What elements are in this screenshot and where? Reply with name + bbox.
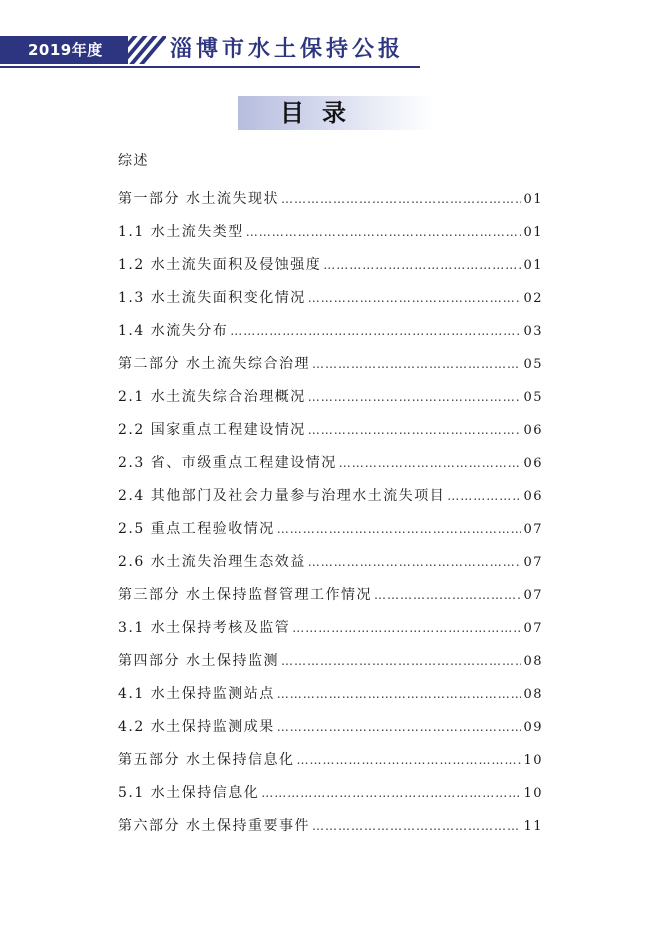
toc-leader-dots: [246, 221, 522, 243]
toc-entry[interactable]: [118, 551, 543, 573]
toc-entry[interactable]: [118, 221, 543, 243]
toc-leader-dots: [281, 650, 522, 672]
toc-entry-label: 第二部分 水土流失综合治理: [118, 356, 310, 372]
toc-intro[interactable]: [118, 150, 543, 172]
toc-entry-label: 2.3 省、市级重点工程建设情况: [118, 455, 337, 471]
header-divider: [0, 66, 420, 68]
toc-entry-label: 第六部分 水土保持重要事件: [118, 818, 310, 834]
toc-entry-page: 07: [523, 588, 543, 603]
toc-leader-dots: [308, 419, 522, 441]
toc-leader-dots: [261, 782, 521, 804]
toc-leader-dots: [308, 551, 522, 573]
toc-entry-page: 01: [523, 258, 543, 273]
toc-entry[interactable]: [118, 353, 543, 375]
toc-leader-dots: [312, 815, 522, 837]
toc-entry[interactable]: [118, 287, 543, 309]
toc-entry-page: 08: [523, 654, 543, 669]
page-header: [0, 32, 662, 72]
toc-leader-dots: [277, 518, 522, 540]
toc-entry-page: 01: [523, 192, 543, 207]
toc-entry[interactable]: [118, 683, 543, 705]
toc-leader-dots: [374, 584, 522, 606]
toc-leader-dots: [230, 320, 521, 342]
toc-entry-page: 08: [523, 687, 543, 702]
report-title: 淄博市水土保持公报: [170, 37, 405, 62]
toc-entry-page: 10: [523, 753, 543, 768]
toc-entry-page: 11: [523, 819, 543, 834]
toc-entry-label: 第三部分 水土保持监督管理工作情况: [118, 587, 372, 603]
toc-entry[interactable]: [118, 749, 543, 771]
toc-entry-label: 第五部分 水土保持信息化: [118, 752, 295, 768]
toc-leader-dots: [281, 188, 522, 210]
toc-entry-label: 1.2 水土流失面积及侵蚀强度: [118, 257, 322, 273]
toc-entry-page: 09: [523, 720, 543, 735]
toc-leader-dots: [308, 287, 522, 309]
toc-entry-label: 4.2 水土保持监测成果: [118, 719, 275, 735]
toc-entry-label: 2.2 国家重点工程建设情况: [118, 422, 306, 438]
toc-entry-page: 07: [523, 555, 543, 570]
toc-entry[interactable]: [118, 716, 543, 738]
toc-entry-page: 07: [523, 522, 543, 537]
toc-entry[interactable]: [118, 320, 543, 342]
toc-entry[interactable]: [118, 485, 543, 507]
toc-entry-page: 10: [523, 786, 543, 801]
toc-leader-dots: [447, 485, 521, 507]
toc-entry-page: 01: [523, 225, 543, 240]
toc-entry-page: 06: [523, 456, 543, 471]
toc-entry-page: 05: [523, 357, 543, 372]
toc-entry-page: 05: [523, 390, 543, 405]
toc-entry[interactable]: [118, 452, 543, 474]
toc-entry[interactable]: [118, 518, 543, 540]
toc-leader-dots: [296, 749, 521, 771]
toc-entry-label: 第四部分 水土保持监测: [118, 653, 279, 669]
toc-entry-page: 03: [523, 324, 543, 339]
toc-title: 目录: [280, 98, 364, 127]
toc-entry-label: 2.5 重点工程验收情况: [118, 521, 275, 537]
toc-entry-label: 综述: [118, 153, 149, 169]
toc-leader-dots: [277, 683, 522, 705]
toc-entry-page: 07: [523, 621, 543, 636]
toc-entry-label: 2.4 其他部门及社会力量参与治理水土流失项目: [118, 488, 446, 504]
toc-entry-label: 1.4 水流失分布: [118, 323, 229, 339]
toc-leader-dots: [339, 452, 522, 474]
toc-entry[interactable]: [118, 815, 543, 837]
toc-entry[interactable]: [118, 617, 543, 639]
toc-entry-label: 2.1 水土流失综合治理概况: [118, 389, 306, 405]
toc-entry[interactable]: [118, 188, 543, 210]
toc-entry[interactable]: [118, 584, 543, 606]
toc-entry[interactable]: [118, 386, 543, 408]
toc-entry-label: 4.1 水土保持监测站点: [118, 686, 275, 702]
toc-leader-dots: [312, 353, 522, 375]
toc-entry[interactable]: [118, 419, 543, 441]
toc-entry-label: 1.3 水土流失面积变化情况: [118, 290, 306, 306]
toc-entry-page: 02: [523, 291, 543, 306]
toc-entry-label: 2.6 水土流失治理生态效益: [118, 554, 306, 570]
toc-leader-dots: [308, 386, 522, 408]
header-stripes-decoration: [108, 36, 166, 64]
toc-entry[interactable]: [118, 254, 543, 276]
toc-leader-dots: [292, 617, 521, 639]
toc-leader-dots: [323, 254, 521, 276]
toc-entry-label: 5.1 水土保持信息化: [118, 785, 260, 801]
toc-leader-dots: [277, 716, 522, 738]
toc-entry-label: 3.1 水土保持考核及监管: [118, 620, 291, 636]
year-badge: 2019年度: [0, 36, 128, 64]
toc-entry[interactable]: [118, 650, 543, 672]
toc-entry-label: 1.1 水土流失类型: [118, 224, 244, 240]
toc-entry-label: 第一部分 水土流失现状: [118, 191, 279, 207]
toc-entry-page: 06: [523, 423, 543, 438]
toc-entry-page: 06: [523, 489, 543, 504]
toc-entry[interactable]: [118, 782, 543, 804]
